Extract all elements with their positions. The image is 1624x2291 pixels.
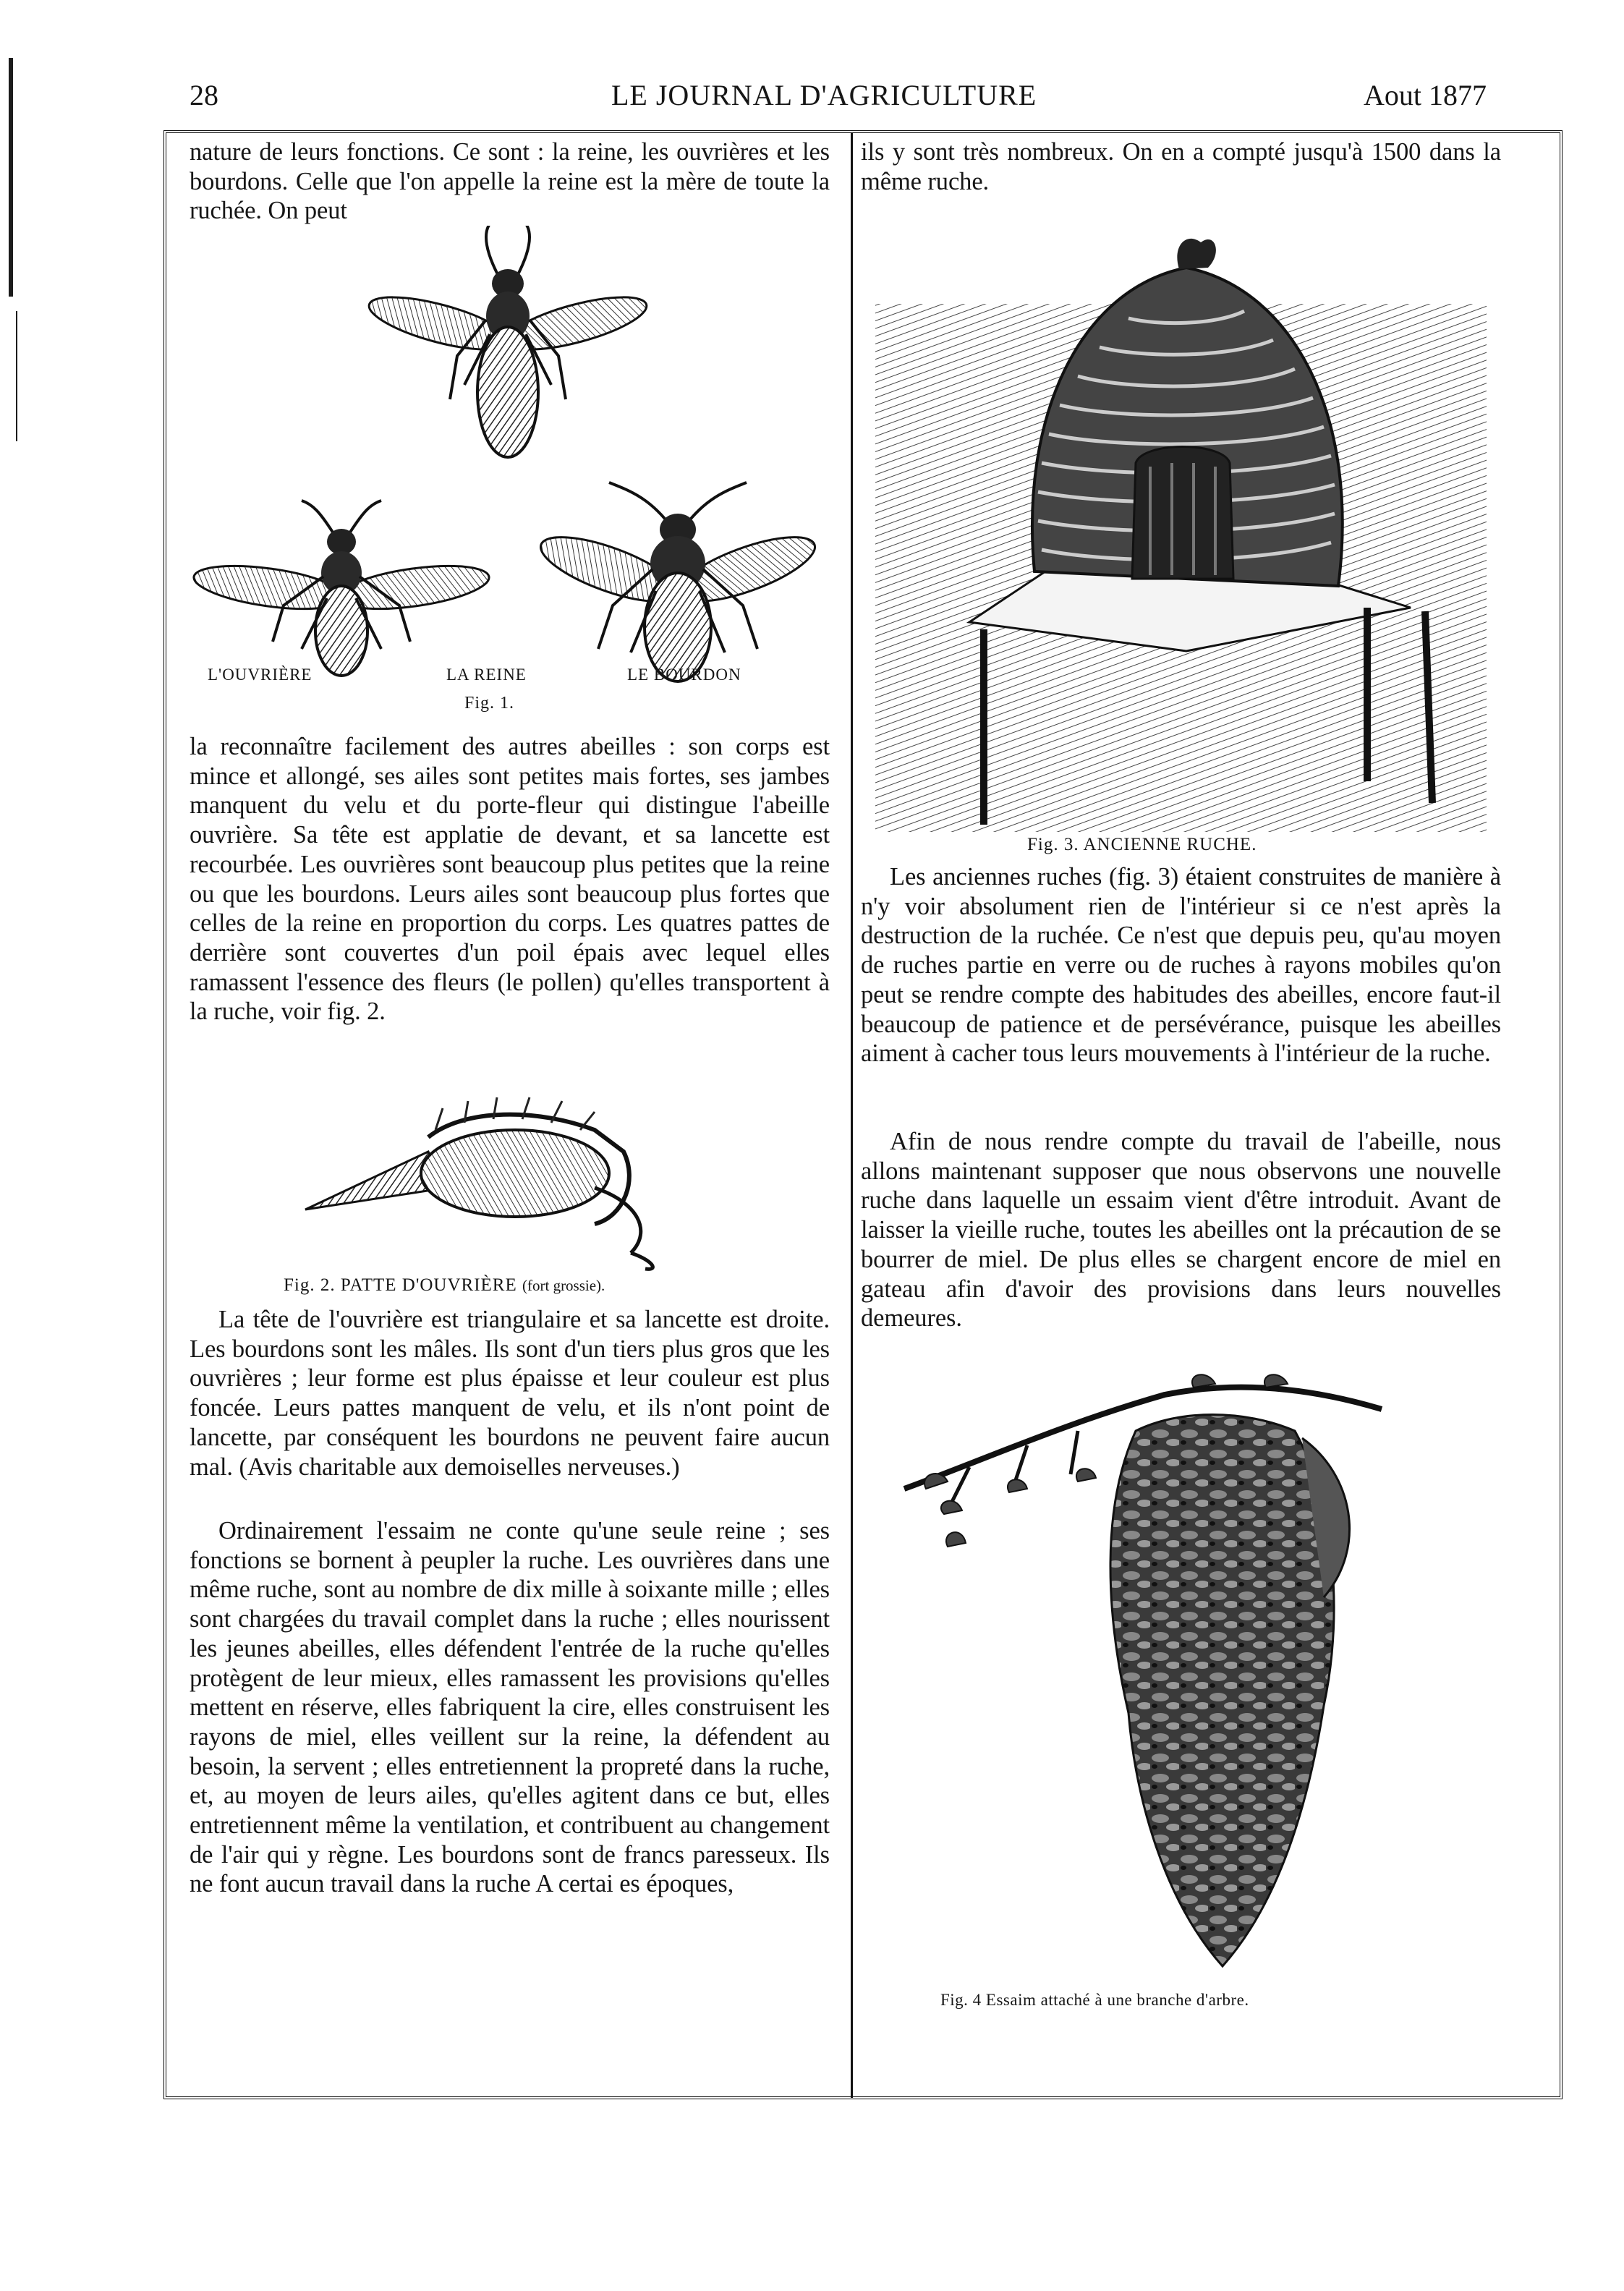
issue-date: Aout 1877 bbox=[1364, 79, 1487, 111]
worker-bee-figure bbox=[191, 501, 491, 676]
paragraph: Ordinairement l'essaim ne conte qu'une seule reine ; ses fonctions se bornent à peupler la ruche. Les ouvrières dans une même ruche, sont au nombre de dix mille à soixante mille ; elles sont chargées du travail complet dans la ruche ; elles nourissent les jeunes abeilles, elles défendent l'entrée de la ruche qu'elles protègent de leur mieux, elles ramassent les provisions qu'elles mettent en réserve, elles fabriquent la cire, elles construisent les rayons de miel, elles veillent sur la reine, la défendent au besoin, la servent ; elles entretiennent la propreté dans la ruche, et, au moyen de leurs ailes, qu'elles agitent dans ce but, elles entretiennent même la ventilation, et contribuent au changement de l'air qui y règne. Les bourdons sont de francs paresseux. Ils ne font aucun travail dans la ruche A certai es époques, bbox=[190, 1517, 830, 1898]
figure-caption: Fig. 3. ANCIENNE RUCHE. bbox=[1027, 835, 1257, 854]
figure-worker-leg bbox=[190, 1079, 830, 1305]
paragraph: ils y sont très nombreux. On en a compté jusqu'à 1500 dans la même ruche. bbox=[861, 138, 1501, 195]
scan-edge-mark bbox=[9, 58, 13, 297]
figure-caption-main: Fig. 2. PATTE D'OUVRIÈRE bbox=[284, 1275, 517, 1295]
scan-edge-mark bbox=[16, 311, 17, 441]
swarm-illustration bbox=[861, 1366, 1501, 1988]
queen-bee-figure bbox=[365, 226, 652, 457]
bees-illustration bbox=[190, 226, 830, 732]
figure-caption-note: (fort grossie). bbox=[522, 1277, 605, 1294]
drone-bee-figure bbox=[534, 483, 822, 681]
figure-caption bbox=[284, 1276, 605, 1294]
right-column bbox=[861, 137, 1501, 2091]
label-drone: LE BOURDON bbox=[627, 666, 741, 684]
paragraph: Les anciennes ruches (fig. 3) étaient construites de manière à n'y voir absolument rien de l'intérieur si ce n'est après la destruction de la ruchée. Ce n'est que depuis peu, qu'au moyen de ruches partie en verre ou de ruches à rayons mobiles qu'on peut se rendre compte des habitudes des abeilles, encore faut-il beaucoup de patience et de persévérance, puisque les abeilles aiment à cacher tous leurs mouvements à l'intérieur de la ruche. bbox=[861, 863, 1501, 1068]
figure-caption: Fig. 4 Essaim attaché à une branche d'arbre. bbox=[940, 1991, 1249, 2009]
old-hive-illustration bbox=[861, 203, 1501, 832]
paragraph: nature de leurs fonctions. Ce sont : la reine, les ouvrières et les bourdons. Celle que l'on appelle la reine est la mère de toute la ruchée. On peut bbox=[190, 138, 830, 225]
page-number: 28 bbox=[190, 79, 218, 111]
figure-swarm bbox=[861, 1366, 1501, 2017]
figure-bees bbox=[190, 226, 830, 732]
journal-title: LE JOURNAL D'AGRICULTURE bbox=[611, 79, 1037, 111]
worker-leg-illustration bbox=[190, 1079, 830, 1275]
left-column bbox=[190, 137, 830, 2091]
figure-old-hive bbox=[861, 203, 1501, 862]
label-worker: L'OUVRIÈRE bbox=[208, 666, 313, 684]
paragraph: Afin de nous rendre compte du travail de l'abeille, nous allons maintenant supposer que nous observons une nouvelle ruche dans laquelle un essaim vient d'être introduit. Avant de laisser la vieille ruche, toutes les abeilles ont la précaution de se bourrer de miel. De plus elles se chargent encore de miel en gateau afin d'avoir des provisions dans leurs nouvelles demeures. bbox=[861, 1128, 1501, 1332]
label-queen: LA REINE bbox=[446, 666, 527, 684]
paragraph: la reconnaître facilement des autres abeilles : son corps est mince et allongé, ses ailes sont petites mais fortes, ses jambes manquent du velu et du porte-fleur qui distingue l'abeille ouvrière. Sa tête est applatie de devant, et sa lancette est recourbée. Les ouvrières sont beaucoup plus petites que la reine ou que les bourdons. Leurs ailes sont beaucoup plus fortes que celles de la reine en proportion du corps. Les quatres pattes de derrière sont couvertes d'un poil épais avec lequel elles ramassent l'essence des fleurs (le pollen) qu'elles transportent à la ruche, voir fig. 2. bbox=[190, 733, 830, 1026]
figure-caption: Fig. 1. bbox=[464, 694, 515, 713]
column-divider bbox=[851, 133, 853, 2098]
paragraph: La tête de l'ouvrière est triangulaire et sa lancette est droite. Les bourdons sont les mâles. Ils sont d'un tiers plus gros que les ouvrières ; leur forme est plus épaisse et leur couleur est plus foncée. Leurs pattes manquent de velu, et ils n'ont point de lancette, par conséquent les bourdons ne peuvent faire aucun mal. (Avis charitable aux demoiselles nerveuses.) bbox=[190, 1306, 830, 1481]
